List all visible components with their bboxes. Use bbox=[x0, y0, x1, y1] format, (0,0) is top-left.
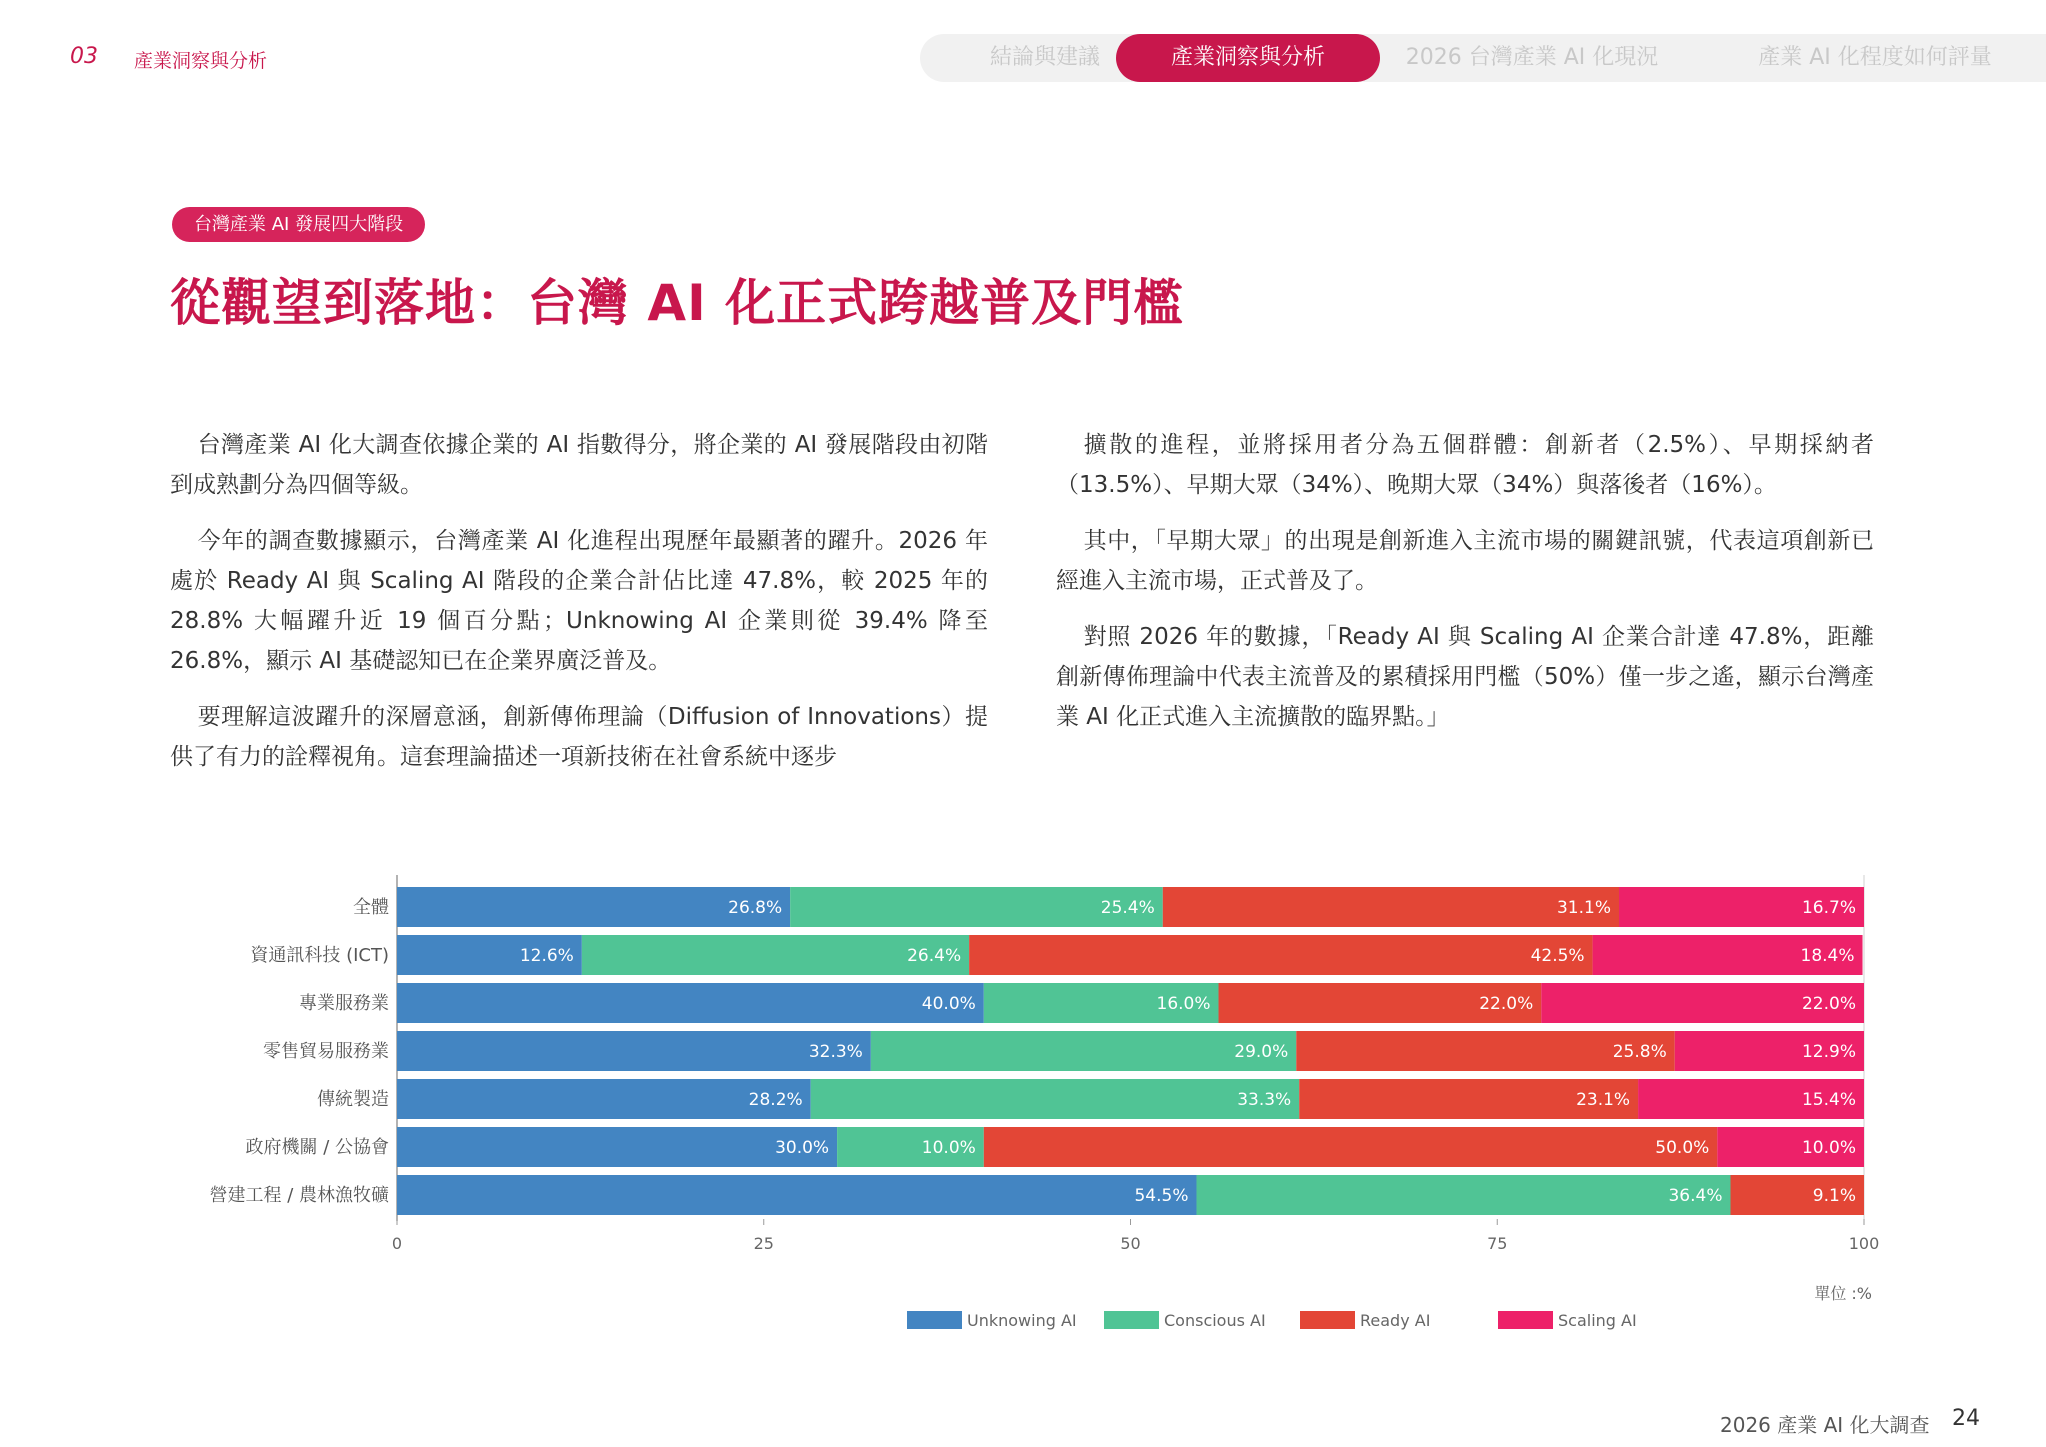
section-label: 產業洞察與分析 bbox=[134, 50, 268, 72]
data-label: 33.3% bbox=[1237, 1090, 1292, 1110]
legend-swatch bbox=[907, 1311, 962, 1329]
data-label: 29.0% bbox=[1234, 1042, 1289, 1062]
footer-title: 2026 產業 AI 化大調查 bbox=[1720, 1413, 1930, 1437]
data-label: 15.4% bbox=[1801, 1090, 1856, 1110]
data-label: 10.0% bbox=[1801, 1138, 1856, 1158]
category-label: 營建工程 / 農林漁牧礦 bbox=[209, 1185, 389, 1206]
category-label: 政府機關 / 公協會 bbox=[245, 1137, 389, 1158]
page-number: 24 bbox=[1952, 1406, 1980, 1431]
legend-label: Ready AI bbox=[1360, 1311, 1431, 1330]
legend-label: Scaling AI bbox=[1558, 1311, 1637, 1330]
bar-segment bbox=[871, 1031, 1296, 1071]
bar-segment bbox=[397, 983, 984, 1023]
x-tick-label: 0 bbox=[391, 1234, 403, 1253]
legend-label: Conscious AI bbox=[1164, 1311, 1266, 1330]
category-label: 全體 bbox=[353, 897, 389, 918]
bar-segment bbox=[811, 1079, 1300, 1119]
category-label: 專業服務業 bbox=[299, 993, 389, 1014]
data-label: 18.4% bbox=[1800, 946, 1855, 966]
x-tick-label: 75 bbox=[1487, 1234, 1508, 1253]
data-label: 22.0% bbox=[1801, 994, 1856, 1014]
page-title: 從觀望到落地：台灣 AI 化正式跨越普及門檻 bbox=[170, 274, 1185, 332]
paragraph: 對照 2026 年的數據，「Ready AI 與 Scaling AI 企業合計達 47.8%，距離創新傳佈理論中代表主流普及的累積採用門檻（50%）僅一步之遙，顯示台灣產業 AI 化正式進入主流擴散的臨界點。」 bbox=[1056, 624, 1874, 730]
data-label: 16.0% bbox=[1156, 994, 1211, 1014]
data-label: 16.7% bbox=[1801, 898, 1856, 918]
section-number: 03 bbox=[70, 44, 98, 69]
data-label: 23.1% bbox=[1576, 1090, 1631, 1110]
legend-label: Unknowing AI bbox=[967, 1311, 1077, 1330]
bar-segment bbox=[1197, 1175, 1731, 1215]
x-tick-label: 100 bbox=[1848, 1234, 1880, 1253]
tab-industry-insight[interactable]: 產業洞察與分析 bbox=[1116, 34, 1380, 82]
data-label: 32.3% bbox=[808, 1042, 863, 1062]
data-label: 40.0% bbox=[921, 994, 976, 1014]
bar-segment bbox=[969, 935, 1592, 975]
body-column-right bbox=[1056, 425, 1874, 753]
paragraph: 擴散的進程，並將採用者分為五個群體：創新者（2.5%）、早期採納者（13.5%）、早期大眾（34%）、晚期大眾（34%）與落後者（16%）。 bbox=[1056, 432, 1874, 498]
chart-svg bbox=[0, 860, 2046, 1330]
category-label: 零售貿易服務業 bbox=[263, 1041, 389, 1062]
tab-conclusion[interactable]: 結論與建議 bbox=[920, 34, 1170, 82]
bar-segment bbox=[984, 1127, 1718, 1167]
unit-note: 單位 :% bbox=[1814, 1284, 1872, 1303]
topic-tag: 台灣產業 AI 發展四大階段 bbox=[172, 207, 425, 242]
data-label: 30.0% bbox=[775, 1138, 830, 1158]
data-label: 9.1% bbox=[1812, 1186, 1856, 1206]
data-label: 25.8% bbox=[1612, 1042, 1667, 1062]
bar-segment bbox=[397, 1127, 837, 1167]
paragraph: 要理解這波躍升的深層意涵，創新傳佈理論（Diffusion of Innovations）提供了有力的詮釋視角。這套理論描述一項新技術在社會系統中逐步 bbox=[170, 704, 988, 770]
data-label: 10.0% bbox=[921, 1138, 976, 1158]
data-label: 22.0% bbox=[1479, 994, 1534, 1014]
tab-ai-status-2026[interactable]: 2026 台灣產業 AI 化現況 bbox=[1360, 34, 1704, 82]
paragraph: 其中，「早期大眾」的出現是創新進入主流市場的關鍵訊號，代表這項創新已經進入主流市場，正式普及了。 bbox=[1056, 528, 1874, 594]
section-nav bbox=[920, 34, 2046, 82]
paragraph: 台灣產業 AI 化大調查依據企業的 AI 指數得分，將企業的 AI 發展階段由初階到成熟劃分為四個等級。 bbox=[170, 432, 988, 498]
data-label: 12.6% bbox=[519, 946, 574, 966]
data-label: 12.9% bbox=[1801, 1042, 1856, 1062]
bar-segment bbox=[1163, 887, 1619, 927]
data-label: 28.2% bbox=[748, 1090, 803, 1110]
x-tick-label: 25 bbox=[753, 1234, 774, 1253]
category-label: 傳統製造 bbox=[317, 1089, 389, 1110]
stacked-bar-chart bbox=[0, 860, 2046, 1330]
data-label: 54.5% bbox=[1134, 1186, 1189, 1206]
legend-swatch bbox=[1104, 1311, 1159, 1329]
bar-segment bbox=[397, 1175, 1197, 1215]
data-label: 50.0% bbox=[1655, 1138, 1710, 1158]
data-label: 26.4% bbox=[907, 946, 962, 966]
category-label: 資通訊科技 (ICT) bbox=[250, 945, 389, 966]
data-label: 31.1% bbox=[1556, 898, 1612, 918]
legend-swatch bbox=[1498, 1311, 1553, 1329]
paragraph: 今年的調查數據顯示，台灣產業 AI 化進程出現歷年最顯著的躍升。2026 年處於 Ready AI 與 Scaling AI 階段的企業合計佔比達 47.8%，較 2025 年的 28.8% 大幅躍升近 19 個百分點；Unknowing AI 企業則從 39.4% 降至 26.8%，顯示 AI 基礎認知已在企業界廣泛普及。 bbox=[170, 528, 988, 674]
tab-ai-assessment[interactable]: 產業 AI 化程度如何評量 bbox=[1704, 34, 2046, 82]
x-tick-label: 50 bbox=[1120, 1234, 1141, 1253]
bar-segment bbox=[397, 1031, 871, 1071]
data-label: 36.4% bbox=[1668, 1186, 1723, 1206]
data-label: 26.8% bbox=[728, 898, 783, 918]
data-label: 25.4% bbox=[1100, 898, 1155, 918]
legend-swatch bbox=[1300, 1311, 1355, 1329]
data-label: 42.5% bbox=[1530, 946, 1585, 966]
body-column-left bbox=[170, 425, 988, 793]
